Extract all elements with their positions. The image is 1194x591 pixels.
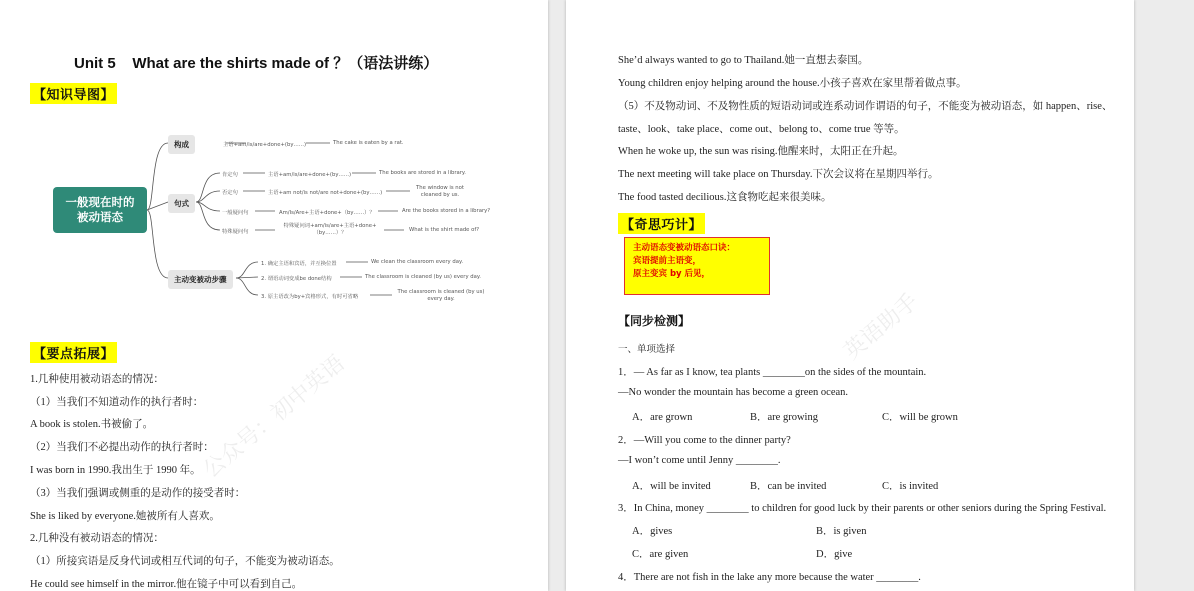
question-stem: 2．—Will you come to the dinner party?	[618, 435, 791, 446]
title-main: What are the shirts made of ？（语法讲练）	[132, 55, 439, 72]
question-stem: 3．In China, money ________ to children for good luck by their parents or other seniors during the Spring Festival.	[618, 503, 1107, 514]
option[interactable]: D．give	[816, 549, 853, 560]
mindmap-node-form: 构成	[168, 135, 195, 154]
text-line: （1）所接宾语是反身代词或相互代词的句子，不能变为被动语态。	[30, 556, 340, 567]
text-line: （3）当我们强调或侧重的是动作的接受者时：	[30, 488, 246, 499]
text-line: （2）当我们不必提出动作的执行者时：	[30, 442, 214, 453]
step-example: The classroom is cleaned (by us) every day.	[397, 289, 485, 302]
section-points-heading: 【要点拓展】	[30, 342, 117, 363]
text-line: 1.几种使用被动语态的情况：	[30, 374, 164, 385]
mindmap-root: 一般现在时的被动语态	[53, 187, 147, 233]
option[interactable]: A．gives	[632, 526, 673, 537]
pattern-formula: Am/Is/Are+主语+done+（by……）？	[279, 210, 375, 216]
pattern-formula: 主语+am/is/are+done+(by……)	[268, 172, 352, 178]
text-line: The food tasted decilious.这食物吃起来很美味。	[618, 192, 832, 203]
section-tips-heading: 【奇思巧计】	[618, 213, 705, 234]
section-test-heading: 【同步检测】	[618, 314, 691, 328]
pattern-type: 否定句	[222, 190, 238, 196]
mindmap-node-steps: 主动变被动步骤	[168, 270, 233, 289]
pattern-example: The window is not cleaned by us.	[416, 185, 464, 198]
option[interactable]: B．is given	[816, 526, 867, 537]
text-line: The next meeting will take place on Thursday.下次会议将在星期四举行。	[618, 169, 939, 180]
tips-box	[624, 237, 770, 295]
question-stem: 1．— As far as I know, tea plants ________on the sides of the mountain.	[618, 367, 927, 378]
text-line: （5）不及物动词、不及物性质的短语动词或连系动词作谓语的句子，不能变为被动语态，如 happen、rise、	[618, 101, 1113, 112]
text-line: He could see himself in the mirror.他在镜子中可以看到自己。	[30, 579, 303, 590]
pattern-example: What is the shirt made of?	[409, 227, 480, 233]
form-formula: 主语+am/is/are+done+(by……)	[223, 142, 307, 148]
text-line: She is liked by everyone.她被所有人喜欢。	[30, 511, 220, 522]
title-unit: Unit 5	[74, 55, 116, 72]
option[interactable]: B．can be invited	[750, 481, 827, 492]
tips-line: 原主变宾 by 后见，	[633, 269, 711, 279]
step-example: The classroom is cleaned (by us) every day.	[365, 274, 481, 280]
step-text: 1. 确定主语和宾语，并互换位置	[261, 261, 337, 267]
step-text: 3. 原主语改为by+宾格形式，有时可省略	[261, 294, 359, 300]
option[interactable]: A．will be invited	[632, 481, 711, 492]
pattern-type: 特殊疑问句	[222, 229, 249, 235]
pattern-example: Are the books stored in a library?	[402, 208, 491, 214]
option[interactable]: B．are growing	[750, 412, 818, 423]
text-line: Young children enjoy helping around the house.小孩子喜欢在家里帮着做点事。	[618, 78, 967, 89]
section-map-heading: 【知识导图】	[30, 83, 117, 104]
pattern-example: The books are stored in a library.	[379, 170, 466, 176]
step-example: We clean the classroom every day.	[371, 259, 464, 265]
text-line: 2.几种没有被动语态的情况：	[30, 533, 164, 544]
form-example: The cake is eaten by a rat.	[333, 140, 404, 146]
pattern-formula: 特殊疑问词+am/is/are+主语+done+（by……）？	[283, 223, 377, 236]
question-stem: —I won’t come until Jenny ________.	[618, 455, 781, 466]
option[interactable]: C．are given	[632, 549, 689, 560]
option[interactable]: A．are grown	[632, 412, 693, 423]
text-line: When he woke up, the sun was rising.他醒来时，太阳正在升起。	[618, 146, 904, 157]
text-line: （1）当我们不知道动作的执行者时：	[30, 397, 204, 408]
step-text: 2. 谓语动词变成be done结构	[261, 276, 332, 282]
pattern-type: 一般疑问句	[222, 210, 249, 216]
subsection-heading: 一、单项选择	[618, 344, 676, 355]
option[interactable]: C．is invited	[882, 481, 939, 492]
mindmap-node-pattern: 句式	[168, 194, 195, 213]
tips-line: 主动语态变被动语态口诀：	[633, 243, 736, 253]
question-stem: 4．There are not fish in the lake any more because the water ________.	[618, 572, 921, 583]
question-stem: —No wonder the mountain has become a green ocean.	[618, 387, 849, 398]
tips-line: 宾语提前主语变，	[633, 256, 702, 266]
right-page	[566, 0, 1134, 591]
text-line: I was born in 1990.我出生于 1990 年。	[30, 465, 201, 476]
left-page	[0, 0, 548, 591]
watermark: 英语助手	[839, 289, 924, 365]
pattern-formula: 主语+am not/is not/are not+done+(by……)	[268, 190, 383, 196]
text-line: A book is stolen.书被偷了。	[30, 419, 154, 430]
pattern-type: 肯定句	[222, 172, 238, 178]
text-line: taste、look、take place、come out、belong to、come true 等等。	[618, 124, 905, 135]
option[interactable]: C．will be grown	[882, 412, 958, 423]
watermark: 公众号：初中英语	[198, 350, 350, 484]
text-line: She’d always wanted to go to Thailand.她一直想去泰国。	[618, 55, 869, 66]
